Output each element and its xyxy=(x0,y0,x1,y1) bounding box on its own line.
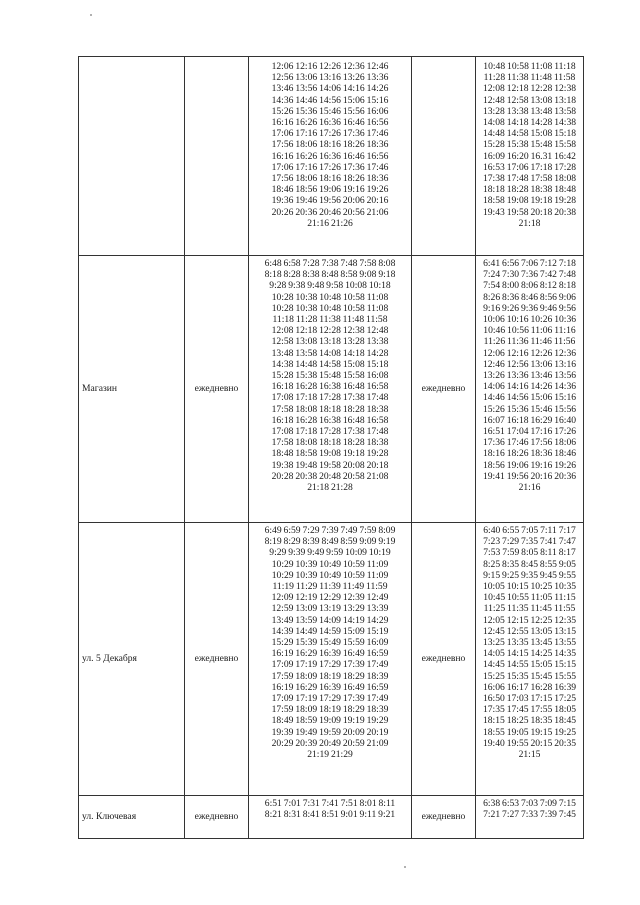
stop-name-cell xyxy=(79,57,185,256)
departure-times-cell xyxy=(249,256,412,523)
scan-speck xyxy=(90,14,92,16)
regularity-cell: ежедневно xyxy=(185,256,249,523)
table-row xyxy=(79,796,584,839)
return-times-cell xyxy=(476,523,584,796)
departure-times-cell xyxy=(249,523,412,796)
departure-times-cell xyxy=(249,57,412,256)
stop-name-cell: ул. 5 Декабря xyxy=(79,523,185,796)
regularity-cell: ежедневно xyxy=(412,523,476,796)
stop-name-cell: ул. Ключевая xyxy=(79,796,185,839)
departure-times-text: 12:06 12:16 12:26 12:36 12:46 12:56 13:06 13:16 13:26 13:36 13:46 13:56 14:06 14:16 14:26 14:36 14:46 14:56 15:06 15:16 15:26 15:36 15:46 15:56 16:06 16:16 16:26 16:36 16:46 16:56 17:06 17:16 17:26 17:36 17:46 17:56 18:06 18:16 18:26 18:36 16:16 16:26 16:36 16:46 16:56 17:06 17:16 17:26 17:36 17:46 17:56 18:06 18:16 18:26 18:36 18:46 18:56 19:06 19:16 19:26 19:36 19:46 19:56 20:06 20:16 20:26 20:36 20:46 20:56 21:06 21:16 21:26 xyxy=(271,61,389,229)
departure-times-text: 6:51 7:01 7:31 7:41 7:51 8:01 8:11 8:21 8:31 8:41 8:51 9:01 9:11 9:21 xyxy=(264,798,396,821)
return-times-text: 6:38 6:53 7:03 7:09 7:15 7:21 7:27 7:33 7:39 7:45 xyxy=(483,798,576,821)
table-row xyxy=(79,256,584,523)
regularity-cell xyxy=(185,57,249,256)
return-times-cell xyxy=(476,57,584,256)
table-row xyxy=(79,57,584,256)
return-times-text: 10:48 10:58 11:08 11:18 11:28 11:38 11:48 11:58 12:08 12:18 12:28 12:38 12:48 12:58 13:08 13:18 13:28 13:38 13:48 13:58 14:08 14:18 14:28 14:38 14:48 14:58 15:08 15:18 15:28 15:38 15:48 15:58 16:09 16:20 16.31 16:42 16:53 17:06 17:18 17:28 17:38 17:48 17:58 18:08 18:18 18:28 18:38 18:48 18:58 19:08 19:18 19:28 19:43 19:58 20:18 20:38 21:18 xyxy=(482,61,577,229)
regularity-cell: ежедневно xyxy=(412,256,476,523)
table-row xyxy=(79,523,584,796)
regularity-cell: ежедневно xyxy=(412,796,476,839)
return-times-cell xyxy=(476,256,584,523)
regularity-cell: ежедневно xyxy=(185,523,249,796)
departure-times-text: 6:49 6:59 7:29 7:39 7:49 7:59 8:09 8:19 8:29 8:39 8:49 8:59 9:09 9:19 9:29 9:39 9:49 9:59 10:09 10:19 10:29 10:39 10:49 10:59 11:09 10:29 10:39 10:49 10:59 11:09 11:19 11:29 11:39 11:49 11:59 12:09 12:19 12:29 12:39 12:49 12:59 13:09 13:19 13:29 13:39 13:49 13:59 14:09 14:19 14:29 14:39 14:49 14:59 15:09 15:19 15:29 15:39 15:49 15:59 16:09 16:19 16:29 16:39 16:49 16:59 17:09 17:19 17:29 17:39 17:49 17:59 18:09 18:19 18:29 18:39 16:19 16:29 16:39 16:49 16:59 17:09 17:19 17:29 17:39 17:49 17:59 18:09 18:19 18:29 18:39 18:49 18:59 19:09 19:19 19:29 19:39 19:49 19:59 20:09 20:19 20:29 20:39 20:49 20:59 21:09 21:19 21:29 xyxy=(264,525,396,761)
regularity-cell: ежедневно xyxy=(185,796,249,839)
scan-speck xyxy=(404,866,406,868)
departure-times-cell xyxy=(249,796,412,839)
return-times-cell xyxy=(476,796,584,839)
departure-times-text: 6:48 6:58 7:28 7:38 7:48 7:58 8:08 8:18 8:28 8:38 8:48 8:58 9:08 9:18 9:28 9:38 9:48 9:58 10:08 10:18 10:28 10:38 10:48 10:58 11:08 10:28 10:38 10:48 10:58 11:08 11:18 11:28 11:38 11:48 11:58 12:08 12:18 12:28 12:38 12:48 12:58 13:08 13:18 13:28 13:38 13:48 13:58 14:08 14:18 14:28 14:38 14:48 14:58 15:08 15:18 15:28 15:38 15:48 15:58 16:08 16:18 16:28 16:38 16:48 16:58 17:08 17:18 17:28 17:38 17:48 17:58 18:08 18:18 18:28 18:38 16:18 16:28 16:38 16:48 16:58 17:08 17:18 17:28 17:38 17:48 17:58 18:08 18:18 18:28 18:38 18:48 18:58 19:08 19:18 19:28 19:38 19:48 19:58 20:08 20:18 20:28 20:38 20:48 20:58 21:08 21:18 21:28 xyxy=(264,258,396,494)
return-times-text: 6:40 6:55 7:05 7:11 7:17 7:23 7:29 7:35 7:41 7:47 7:53 7:59 8:05 8:11 8:17 8:25 8:35 8:45 8:55 9:05 9:15 9:25 9:35 9:45 9:55 10:05 10:15 10:25 10:35 10:45 10:55 11:05 11:15 11:25 11:35 11:45 11:55 12:05 12:15 12:25 12:35 12:45 12:55 13:05 13:15 13:25 13:35 13:45 13:55 14:05 14:15 14:25 14:35 14:45 14:55 15:05 15:15 15:25 15:35 15:45 15:55 16:06 16:17 16:28 16:39 16:50 17:03 17:15 17:25 17:35 17:45 17:55 18:05 18:15 18:25 18:35 18:45 18:55 19:05 19:15 19:25 19:40 19:55 20:15 20:35 21:15 xyxy=(482,525,577,761)
stop-name-cell: Магазин xyxy=(79,256,185,523)
schedule-table xyxy=(78,56,584,839)
regularity-cell xyxy=(412,57,476,256)
return-times-text: 6:41 6:56 7:06 7:12 7:18 7:24 7:30 7:36 7:42 7:48 7:54 8:00 8:06 8:12 8:18 8:26 8:36 8:46 8:56 9:06 9:16 9:26 9:36 9:46 9:56 10:06 10:16 10:26 10:36 10:46 10:56 11:06 11:16 11:26 11:36 11:46 11:56 12:06 12:16 12:26 12:36 12:46 12:56 13:06 13:16 13:26 13:36 13:46 13:56 14:06 14:16 14:26 14:36 14:46 14:56 15:06 15:16 15:26 15:36 15:46 15:56 16:07 16:18 16:29 16:40 16:51 17:04 17:16 17:26 17:36 17:46 17:56 18:06 18:16 18:26 18:36 18:46 18:56 19:06 19:16 19:26 19:41 19:56 20:16 20:36 21:16 xyxy=(482,258,577,494)
